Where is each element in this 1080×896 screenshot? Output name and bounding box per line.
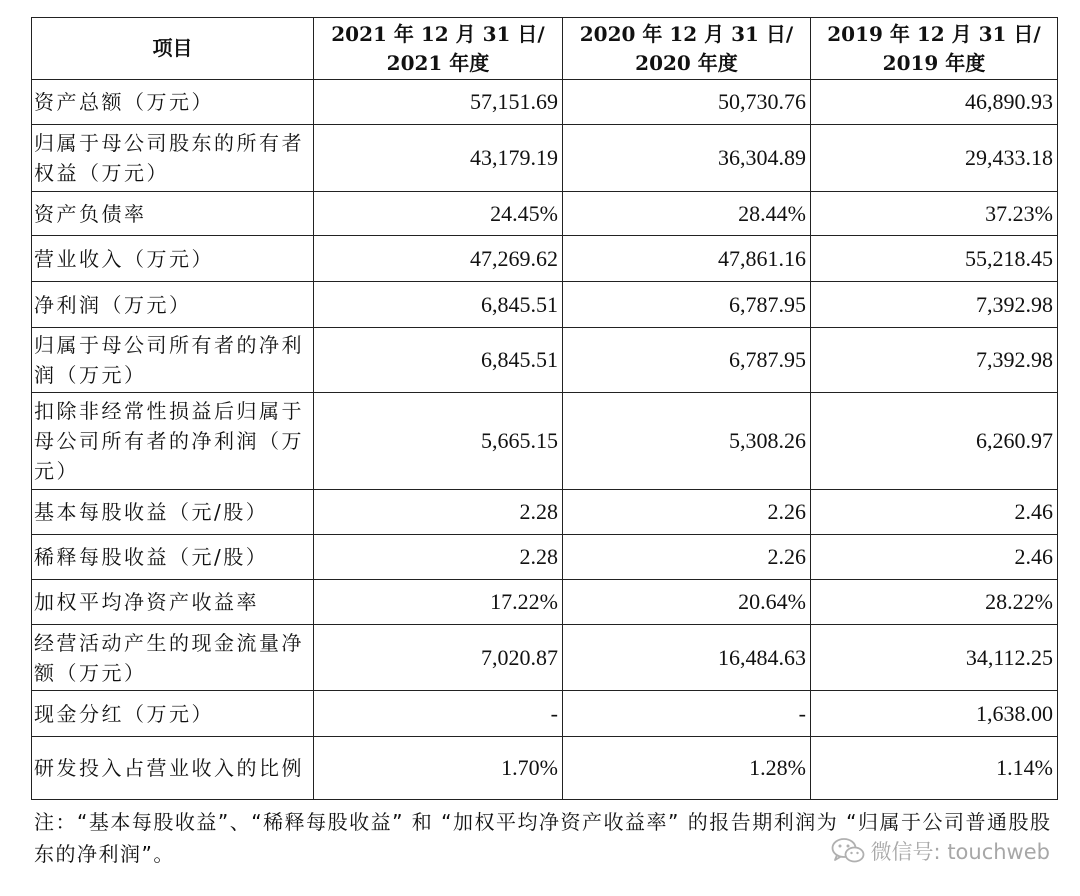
financial-table	[31, 17, 1058, 800]
cell-2020: 2.26	[563, 490, 811, 535]
cell-2019: 2.46	[811, 490, 1058, 535]
row-label: 净利润（万元）	[32, 282, 314, 328]
cell-2019: 28.22%	[811, 580, 1058, 625]
header-2021-date: 2021 年 12 月 31 日/	[331, 21, 545, 46]
cell-2020: 28.44%	[563, 192, 811, 236]
watermark-text: 微信号: touchweb	[870, 840, 1050, 864]
cell-2019: 1,638.00	[811, 691, 1058, 737]
table-row	[32, 580, 1058, 625]
header-2020	[563, 18, 811, 80]
row-label: 资产负债率	[32, 192, 314, 236]
header-2021	[314, 18, 563, 80]
table-row	[32, 328, 1058, 393]
cell-2020: 5,308.26	[563, 393, 811, 490]
table-row	[32, 625, 1058, 691]
table-row	[32, 737, 1058, 800]
cell-2020: 1.28%	[563, 737, 811, 800]
header-item	[32, 18, 314, 80]
cell-2019: 55,218.45	[811, 236, 1058, 282]
cell-2019: 2.46	[811, 535, 1058, 580]
row-label: 基本每股收益（元/股）	[32, 490, 314, 535]
cell-2021: 1.70%	[314, 737, 563, 800]
cell-2020: 6,787.95	[563, 328, 811, 393]
row-label: 扣除非经常性损益后归属于母公司所有者的净利润（万元）	[32, 393, 314, 490]
table-row	[32, 535, 1058, 580]
header-2019-date: 2019 年 12 月 31 日/	[827, 21, 1041, 46]
cell-2019: 7,392.98	[811, 282, 1058, 328]
row-label: 研发投入占营业收入的比例	[32, 737, 314, 800]
cell-2021: 43,179.19	[314, 125, 563, 192]
header-2020-date: 2020 年 12 月 31 日/	[579, 21, 794, 46]
cell-2021: 7,020.87	[314, 625, 563, 691]
cell-2020: 47,861.16	[563, 236, 811, 282]
cell-2021: 6,845.51	[314, 282, 563, 328]
cell-2019: 37.23%	[811, 192, 1058, 236]
table-row	[32, 192, 1058, 236]
cell-2020: 50,730.76	[563, 80, 811, 125]
cell-2021: 17.22%	[314, 580, 563, 625]
cell-2021: 6,845.51	[314, 328, 563, 393]
row-label: 归属于母公司所有者的净利润（万元）	[32, 328, 314, 393]
table-row	[32, 282, 1058, 328]
row-label: 资产总额（万元）	[32, 80, 314, 125]
table-row	[32, 125, 1058, 192]
cell-2019: 7,392.98	[811, 328, 1058, 393]
row-label: 现金分红（万元）	[32, 691, 314, 737]
header-2020-year: 2020 年度	[635, 50, 738, 75]
table-row	[32, 393, 1058, 490]
cell-2019: 34,112.25	[811, 625, 1058, 691]
cell-2020: 20.64%	[563, 580, 811, 625]
header-2021-year: 2021 年度	[386, 50, 490, 75]
row-label: 营业收入（万元）	[32, 236, 314, 282]
row-label: 归属于母公司股东的所有者权益（万元）	[32, 125, 314, 192]
header-row	[32, 18, 1058, 80]
cell-2019: 6,260.97	[811, 393, 1058, 490]
table-row	[32, 80, 1058, 125]
cell-2019: 1.14%	[811, 737, 1058, 800]
watermark	[831, 836, 1050, 866]
wechat-icon	[831, 837, 865, 865]
cell-2020: -	[563, 691, 811, 737]
cell-2019: 29,433.18	[811, 125, 1058, 192]
table-row	[32, 236, 1058, 282]
cell-2020: 2.26	[563, 535, 811, 580]
cell-2020: 16,484.63	[563, 625, 811, 691]
row-label: 加权平均净资产收益率	[32, 580, 314, 625]
table-row	[32, 490, 1058, 535]
row-label: 经营活动产生的现金流量净额（万元）	[32, 625, 314, 691]
cell-2021: 2.28	[314, 535, 563, 580]
header-item-label: 项目	[152, 36, 193, 60]
cell-2020: 36,304.89	[563, 125, 811, 192]
row-label: 稀释每股收益（元/股）	[32, 535, 314, 580]
cell-2021: 47,269.62	[314, 236, 563, 282]
cell-2021: 57,151.69	[314, 80, 563, 125]
cell-2021: 2.28	[314, 490, 563, 535]
table-row	[32, 691, 1058, 737]
header-2019-year: 2019 年度	[882, 50, 986, 75]
cell-2021: 24.45%	[314, 192, 563, 236]
cell-2021: 5,665.15	[314, 393, 563, 490]
cell-2019: 46,890.93	[811, 80, 1058, 125]
footnote: 注：“基本每股收益”、“稀释每股收益” 和 “加权平均净资产收益率” 的报告期利润为 “归属于公司普通股股东的净利润”。	[34, 810, 1052, 866]
cell-2020: 6,787.95	[563, 282, 811, 328]
cell-2021: -	[314, 691, 563, 737]
header-2019	[811, 18, 1058, 80]
